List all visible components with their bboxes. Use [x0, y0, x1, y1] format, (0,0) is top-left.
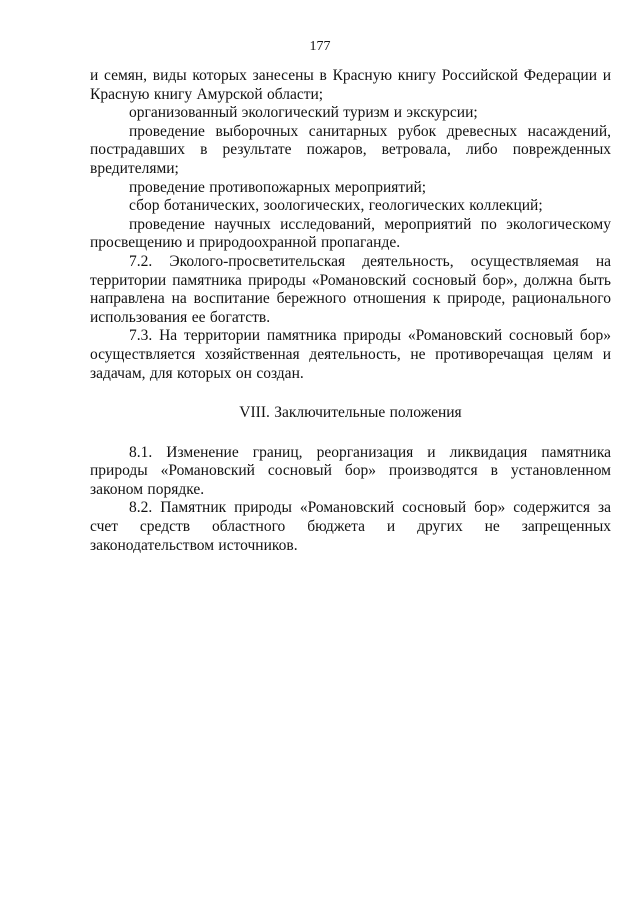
paragraph-continuation: и семян, виды которых занесены в Красную книгу Российской Федерации и Красную книгу Амурской области;	[90, 67, 611, 103]
document-body	[90, 67, 611, 555]
clause-7-2: 7.2. Эколого-просветительская деятельность, осуществляемая на территории памятника природы «Романовский сосновый бор», должна быть направлена на воспитание бережного отношения к природе, рационального использования ее богатств.	[90, 252, 611, 326]
page-number: 177	[309, 39, 331, 54]
list-item-sanitary-felling: проведение выборочных санитарных рубок древесных насаждений, пострадавших в результате пожаров, ветровала, либо поврежденных вредителями;	[90, 122, 611, 177]
list-item-fire-prevention: проведение противопожарных мероприятий;	[129, 178, 427, 196]
list-item-collections: сбор ботанических, зоологических, геологических коллекций;	[129, 197, 543, 215]
section-heading: VIII. Заключительные положения	[239, 404, 462, 422]
list-item-eco-tourism: организованный экологический туризм и экскурсии;	[129, 104, 478, 122]
clause-8-2: 8.2. Памятник природы «Романовский сосновый бор» содержится за счет средств областного бюджета и других не запрещенных законодательством источников.	[90, 499, 611, 554]
list-item-research: проведение научных исследований, мероприятий по экологическому просвещению и природоохранной пропаганде.	[90, 215, 611, 252]
clause-8-1: 8.1. Изменение границ, реорганизация и ликвидация памятника природы «Романовский сосновый бор» производятся в установленном законом порядке.	[90, 443, 611, 498]
clause-7-3: 7.3. На территории памятника природы «Романовский сосновый бор» осуществляется хозяйственная деятельность, не противоречащая целям и задачам, для которых он создан.	[90, 327, 611, 382]
